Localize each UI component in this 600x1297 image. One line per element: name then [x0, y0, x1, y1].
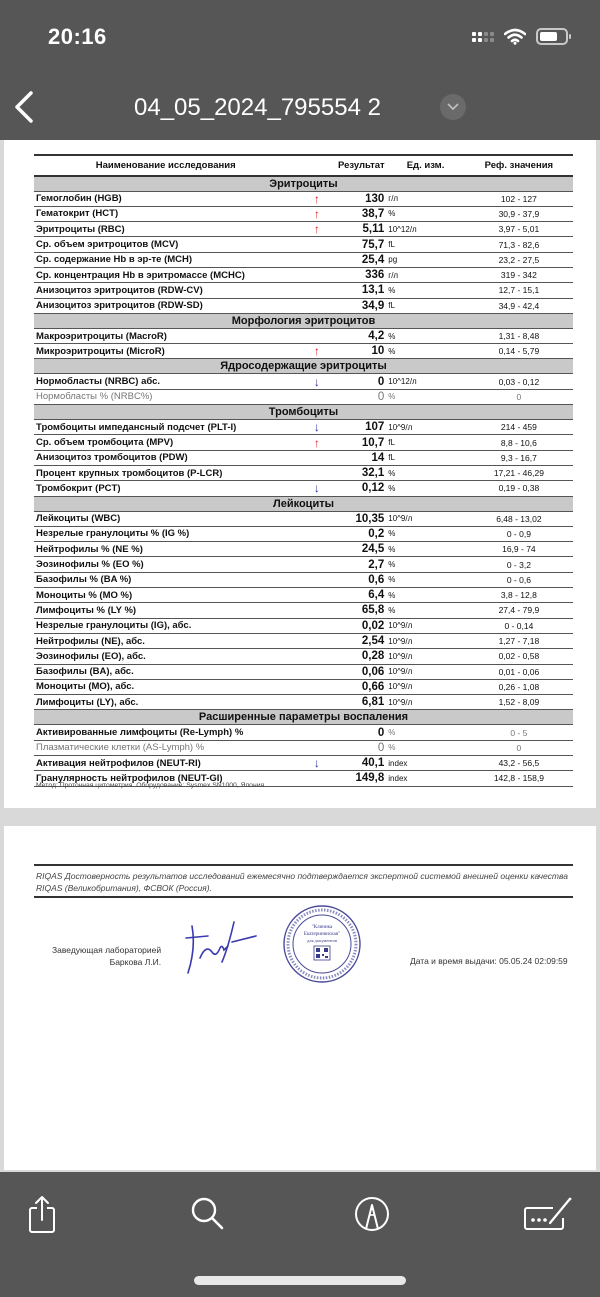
- result-value: 0: [336, 389, 386, 404]
- table-row: [34, 603, 573, 618]
- result-value: 4,2: [336, 328, 386, 343]
- col-header-flag: [297, 155, 336, 176]
- section-title: Морфология эритроцитов: [34, 313, 573, 328]
- test-name: Базофилы (BA), абс.: [34, 664, 297, 679]
- table-header: [34, 155, 573, 176]
- test-name: Анизоцитоз тромбоцитов (PDW): [34, 450, 297, 465]
- table-row: [34, 435, 573, 450]
- section-title: Тромбоциты: [34, 405, 573, 420]
- section-title: Ядросодержащие эритроциты: [34, 359, 573, 374]
- table-row: [34, 191, 573, 206]
- reference-range: 319 - 342: [465, 267, 573, 282]
- section-header: [34, 313, 573, 328]
- reference-range: 71,3 - 82,6: [465, 237, 573, 252]
- test-name: Тромбокрит (PCT): [34, 481, 297, 496]
- test-name: Эритроциты (RBC): [34, 222, 297, 237]
- table-row: [34, 756, 573, 771]
- result-value: 13,1: [336, 283, 386, 298]
- table-row: [34, 526, 573, 541]
- unit: г/л: [386, 191, 464, 206]
- col-header-result: Результат: [336, 155, 386, 176]
- method-note: Метод: Проточная цитометрия. Оборудование: Sysmex SN1000, Япония: [36, 782, 265, 789]
- table-row: [34, 695, 573, 710]
- result-value: 38,7: [336, 206, 386, 221]
- table-row: [34, 389, 573, 404]
- result-value: 0,66: [336, 679, 386, 694]
- reference-range: 0,19 - 0,38: [465, 481, 573, 496]
- signature-image: [182, 918, 262, 978]
- unit: %: [386, 389, 464, 404]
- flag-cell: [297, 511, 336, 526]
- table-row: [34, 267, 573, 282]
- unit: %: [386, 344, 464, 359]
- unit: 10^9/л: [386, 679, 464, 694]
- reference-range: 0: [465, 389, 573, 404]
- result-value: 0,28: [336, 649, 386, 664]
- reference-range: 43,2 - 56,5: [465, 756, 573, 771]
- result-value: 10: [336, 344, 386, 359]
- table-row: [34, 237, 573, 252]
- test-name: Плазматические клетки (AS-Lymph) %: [34, 740, 297, 755]
- table-row: [34, 222, 573, 237]
- test-name: Макроэритроциты (MacroR): [34, 328, 297, 343]
- result-value: 32,1: [336, 465, 386, 480]
- section-header: [34, 496, 573, 511]
- stamp-image: [282, 904, 362, 984]
- unit: %: [386, 588, 464, 603]
- flag-cell: [297, 252, 336, 267]
- flag-cell: [297, 283, 336, 298]
- result-value: 40,1: [336, 756, 386, 771]
- table-row: [34, 618, 573, 633]
- reference-range: 214 - 459: [465, 420, 573, 435]
- reference-range: 0 - 0,6: [465, 572, 573, 587]
- svg-text:"Клиника: "Клиника: [311, 925, 333, 930]
- pdf-page-1: [4, 140, 596, 808]
- flag-cell: [297, 679, 336, 694]
- lab-head-name: Баркова Л.И.: [109, 957, 162, 967]
- flag-cell: [297, 328, 336, 343]
- result-value: 0: [336, 740, 386, 755]
- section-header: [34, 710, 573, 725]
- divider: [34, 864, 573, 866]
- unit: %: [386, 328, 464, 343]
- unit: 10^12/л: [386, 222, 464, 237]
- test-name: Лимфоциты % (LY %): [34, 603, 297, 618]
- result-value: 34,9: [336, 298, 386, 313]
- result-value: 65,8: [336, 603, 386, 618]
- reference-range: 0 - 3,2: [465, 557, 573, 572]
- unit: %: [386, 603, 464, 618]
- test-name: Лимфоциты (LY), абс.: [34, 695, 297, 710]
- share-button[interactable]: [20, 1192, 64, 1236]
- reference-range: 3,97 - 5,01: [465, 222, 573, 237]
- section-title: Эритроциты: [34, 176, 573, 191]
- riqas-note: RIQAS Достоверность результатов исследований ежемесячно подтверждается экспертной системой внешней оценки качества RIQAS (Великобритания), ФСВОК (Россия).: [36, 871, 568, 893]
- arrow-up-icon: ↑: [297, 435, 336, 450]
- results-body: [34, 176, 573, 786]
- reference-range: 6,48 - 13,02: [465, 511, 573, 526]
- table-row: [34, 481, 573, 496]
- flag-cell: [297, 465, 336, 480]
- test-name: Процент крупных тромбоцитов (P-LCR): [34, 465, 297, 480]
- unit: 10^9/л: [386, 649, 464, 664]
- unit: 10^9/л: [386, 633, 464, 648]
- test-name: Ср. объем эритроцитов (MCV): [34, 237, 297, 252]
- table-row: [34, 725, 573, 740]
- test-name: Анизоцитоз эритроцитов (RDW-SD): [34, 298, 297, 313]
- section-header: [34, 359, 573, 374]
- test-name: Нормобласты % (NRBC%): [34, 389, 297, 404]
- reference-range: 0: [465, 740, 573, 755]
- unit: index: [386, 756, 464, 771]
- unit: pg: [386, 252, 464, 267]
- chevron-down-icon: [447, 103, 459, 111]
- reference-range: 1,27 - 7,18: [465, 633, 573, 648]
- reference-range: 17,21 - 46,29: [465, 465, 573, 480]
- flag-cell: [297, 618, 336, 633]
- table-row: [34, 588, 573, 603]
- result-value: 6,81: [336, 695, 386, 710]
- result-value: 336: [336, 267, 386, 282]
- unit: 10^9/л: [386, 618, 464, 633]
- test-name: Микроэритроциты (MicroR): [34, 344, 297, 359]
- results-table: [34, 154, 573, 787]
- unit: %: [386, 526, 464, 541]
- flag-cell: [297, 450, 336, 465]
- reference-range: 12,7 - 15,1: [465, 283, 573, 298]
- arrow-up-icon: ↑: [297, 222, 336, 237]
- result-value: 0,6: [336, 572, 386, 587]
- unit: %: [386, 557, 464, 572]
- table-row: [34, 465, 573, 480]
- wifi-icon: [504, 28, 526, 45]
- pdf-page-2: [4, 826, 596, 1170]
- result-value: 0,06: [336, 664, 386, 679]
- arrow-up-icon: ↑: [297, 191, 336, 206]
- test-name: Эозинофилы % (EO %): [34, 557, 297, 572]
- reference-range: 27,4 - 79,9: [465, 603, 573, 618]
- unit: %: [386, 725, 464, 740]
- section-title: Расширенные параметры воспаления: [34, 710, 573, 725]
- result-value: 130: [336, 191, 386, 206]
- cellular-signal-icon: [472, 32, 494, 42]
- table-row: [34, 450, 573, 465]
- test-name: Гематокрит (HCT): [34, 206, 297, 221]
- unit: %: [386, 206, 464, 221]
- test-name: Гемоглобин (HGB): [34, 191, 297, 206]
- result-value: 75,7: [336, 237, 386, 252]
- table-row: [34, 649, 573, 664]
- col-header-unit: Ед. изм.: [386, 155, 464, 176]
- flag-cell: [297, 389, 336, 404]
- arrow-down-icon: ↓: [297, 420, 336, 435]
- test-name: Базофилы % (BA %): [34, 572, 297, 587]
- result-value: 10,35: [336, 511, 386, 526]
- table-row: [34, 283, 573, 298]
- reference-range: 0,26 - 1,08: [465, 679, 573, 694]
- home-indicator[interactable]: [194, 1276, 406, 1285]
- reference-range: 8,8 - 10,6: [465, 435, 573, 450]
- flag-cell: [297, 298, 336, 313]
- issue-datetime: Дата и время выдачи: 05.05.24 02:09:59: [410, 956, 568, 966]
- svg-text:для документов: для документов: [306, 938, 338, 943]
- reference-range: 0,14 - 5,79: [465, 344, 573, 359]
- test-name: Эозинофилы (EO), абс.: [34, 649, 297, 664]
- unit: %: [386, 283, 464, 298]
- reference-range: 16,9 - 74: [465, 542, 573, 557]
- test-name: Анизоцитоз эритроцитов (RDW-CV): [34, 283, 297, 298]
- table-row: [34, 740, 573, 755]
- flag-cell: [297, 267, 336, 282]
- table-row: [34, 633, 573, 648]
- flag-cell: [297, 695, 336, 710]
- unit: %: [386, 481, 464, 496]
- unit: %: [386, 740, 464, 755]
- chevron-left-icon: [12, 90, 36, 124]
- signature-field-icon: [523, 1196, 573, 1232]
- result-value: 2,7: [336, 557, 386, 572]
- reference-range: 1,31 - 8,48: [465, 328, 573, 343]
- arrow-up-icon: ↑: [297, 344, 336, 359]
- result-value: 5,11: [336, 222, 386, 237]
- test-name: Тромбоциты импедансный подсчет (PLT-I): [34, 420, 297, 435]
- share-icon: [26, 1194, 58, 1234]
- result-value: 2,54: [336, 633, 386, 648]
- svg-text:Екатерининская": Екатерининская": [303, 932, 341, 937]
- test-name: Моноциты % (MO %): [34, 588, 297, 603]
- flag-cell: [297, 588, 336, 603]
- test-name: Лейкоциты (WBC): [34, 511, 297, 526]
- flag-cell: [297, 771, 336, 786]
- battery-icon: [536, 28, 568, 45]
- result-value: 0: [336, 725, 386, 740]
- flag-cell: [297, 603, 336, 618]
- unit: г/л: [386, 267, 464, 282]
- lab-head-title: Заведующая лабораторией: [52, 945, 162, 955]
- section-header: [34, 405, 573, 420]
- table-row: [34, 572, 573, 587]
- search-button[interactable]: [186, 1192, 230, 1236]
- arrow-up-icon: ↑: [297, 206, 336, 221]
- unit: fL: [386, 450, 464, 465]
- unit: 10^9/л: [386, 511, 464, 526]
- table-row: [34, 679, 573, 694]
- reference-range: 30,9 - 37,9: [465, 206, 573, 221]
- table-row: [34, 511, 573, 526]
- test-name: Активация нейтрофилов (NEUT-RI): [34, 756, 297, 771]
- result-value: 107: [336, 420, 386, 435]
- markup-button[interactable]: [350, 1192, 394, 1236]
- result-value: 6,4: [336, 588, 386, 603]
- arrow-down-icon: ↓: [297, 756, 336, 771]
- markup-pen-icon: [354, 1196, 390, 1232]
- table-row: [34, 374, 573, 389]
- sign-button[interactable]: [522, 1192, 574, 1236]
- reference-range: 142,8 - 158,9: [465, 771, 573, 786]
- flag-cell: [297, 526, 336, 541]
- flag-cell: [297, 237, 336, 252]
- test-name: Нормобласты (NRBC) абс.: [34, 374, 297, 389]
- result-value: 149,8: [336, 771, 386, 786]
- table-row: [34, 557, 573, 572]
- back-button[interactable]: [12, 90, 36, 124]
- reference-range: 0 - 5: [465, 725, 573, 740]
- reference-range: 0 - 0,9: [465, 526, 573, 541]
- unit: fL: [386, 237, 464, 252]
- reference-range: 23,2 - 27,5: [465, 252, 573, 267]
- test-name: Нейтрофилы (NE), абс.: [34, 633, 297, 648]
- unit: index: [386, 771, 464, 786]
- test-name: Моноциты (MO), абс.: [34, 679, 297, 694]
- unit: %: [386, 572, 464, 587]
- reference-range: 34,9 - 42,4: [465, 298, 573, 313]
- arrow-down-icon: ↓: [297, 481, 336, 496]
- reference-range: 0,02 - 0,58: [465, 649, 573, 664]
- reference-range: 102 - 127: [465, 191, 573, 206]
- flag-cell: [297, 649, 336, 664]
- result-value: 0,2: [336, 526, 386, 541]
- table-row: [34, 206, 573, 221]
- flag-cell: [297, 725, 336, 740]
- flag-cell: [297, 633, 336, 648]
- unit: fL: [386, 435, 464, 450]
- unit: 10^12/л: [386, 374, 464, 389]
- flag-cell: [297, 572, 336, 587]
- table-row: [34, 328, 573, 343]
- title-menu-button[interactable]: [440, 94, 466, 120]
- result-value: 10,7: [336, 435, 386, 450]
- result-value: 24,5: [336, 542, 386, 557]
- reference-range: 3,8 - 12,8: [465, 588, 573, 603]
- reference-range: 0,01 - 0,06: [465, 664, 573, 679]
- top-bar: [0, 0, 600, 140]
- divider: [34, 896, 573, 898]
- unit: 10^9/л: [386, 664, 464, 679]
- unit: 10^9/л: [386, 420, 464, 435]
- section-title: Лейкоциты: [34, 496, 573, 511]
- table-row: [34, 420, 573, 435]
- flag-cell: [297, 664, 336, 679]
- table-row: [34, 664, 573, 679]
- section-header: [34, 176, 573, 191]
- test-name: Незрелые гранулоциты (IG), абс.: [34, 618, 297, 633]
- table-row: [34, 344, 573, 359]
- result-value: 14: [336, 450, 386, 465]
- test-name: Гранулярность нейтрофилов (NEUT-GI): [34, 771, 297, 786]
- status-time: 20:16: [48, 24, 107, 49]
- test-name: Ср. объем тромбоцита (MPV): [34, 435, 297, 450]
- status-icons: [472, 28, 568, 45]
- unit: %: [386, 542, 464, 557]
- table-row: [34, 298, 573, 313]
- result-value: 0,02: [336, 618, 386, 633]
- reference-range: 9,3 - 16,7: [465, 450, 573, 465]
- col-header-ref: Реф. значения: [465, 155, 573, 176]
- arrow-down-icon: ↓: [297, 374, 336, 389]
- lab-head-block: [52, 944, 161, 968]
- flag-cell: [297, 557, 336, 572]
- reference-range: 0 - 0,14: [465, 618, 573, 633]
- flag-cell: [297, 542, 336, 557]
- reference-range: 1,52 - 8,09: [465, 695, 573, 710]
- flag-cell: [297, 740, 336, 755]
- test-name: Ср. содержание Hb в эр-те (MCH): [34, 252, 297, 267]
- document-title[interactable]: 04_05_2024_795554 2: [134, 94, 381, 121]
- unit: 10^9/л: [386, 695, 464, 710]
- table-row: [34, 252, 573, 267]
- test-name: Незрелые гранулоциты % (IG %): [34, 526, 297, 541]
- reference-range: 0,03 - 0,12: [465, 374, 573, 389]
- test-name: Нейтрофилы % (NE %): [34, 542, 297, 557]
- table-row: [34, 542, 573, 557]
- result-value: 25,4: [336, 252, 386, 267]
- result-value: 0: [336, 374, 386, 389]
- test-name: Ср. концентрация Hb в эритромассе (MCHC): [34, 267, 297, 282]
- col-header-name: Наименование исследования: [34, 155, 297, 176]
- result-value: 0,12: [336, 481, 386, 496]
- search-icon: [190, 1196, 226, 1232]
- unit: %: [386, 465, 464, 480]
- unit: fL: [386, 298, 464, 313]
- test-name: Активированные лимфоциты (Re-Lymph) %: [34, 725, 297, 740]
